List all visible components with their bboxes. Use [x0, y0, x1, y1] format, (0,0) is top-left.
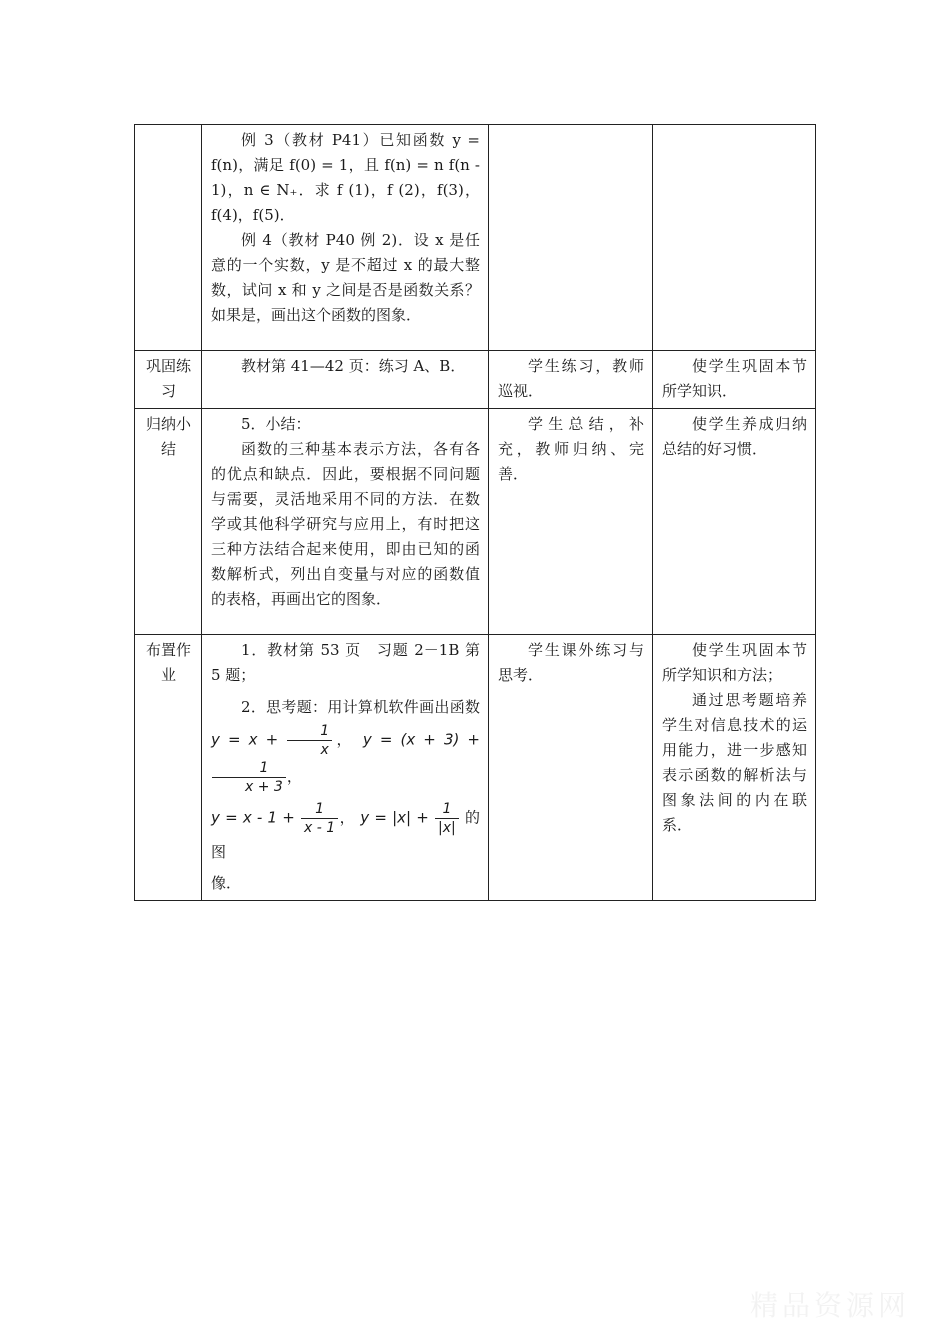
activity-cell — [489, 125, 653, 351]
purpose-text: 使学生养成归纳总结的好习惯． — [662, 415, 807, 458]
homework-item-1: 1．教材第 53 页 习题 2－1B 第 5 题； — [211, 641, 480, 684]
table-row — [135, 351, 816, 409]
row-label — [135, 125, 202, 351]
homework-item-2-text: 2．思考题：用计算机软件画出函数 — [241, 698, 480, 716]
formula-1-fraction: $\frac{1}{x}$ — [287, 722, 332, 759]
activity-cell — [489, 351, 653, 409]
purpose-text: 使学生巩固本节所学知识． — [662, 357, 807, 400]
content-cell — [202, 635, 489, 901]
table-row — [135, 635, 816, 901]
activity-cell — [489, 635, 653, 901]
formula-4-left: y = |x| + — [360, 808, 429, 827]
content-cell — [202, 125, 489, 351]
homework-item-2-end: 像． — [211, 874, 242, 892]
formula-1-left: y = x + — [211, 730, 279, 749]
homework-item-2: 2．思考题：用计算机软件画出函数 y = x + $\frac{1}{x}$ ， y = (x + 3) + $\frac{1}{x + 3}$ ， — [211, 698, 480, 795]
purpose-cell — [653, 409, 816, 635]
row-label: 巩固练习 — [135, 351, 202, 409]
table-row — [135, 125, 816, 351]
activity-text: 学生总结，补充，教师归纳、完善． — [498, 415, 644, 483]
row-label: 布置作业 — [135, 635, 202, 901]
purpose-cell — [653, 351, 816, 409]
formula-4-fraction: $\frac{1}{|x|}$ — [435, 800, 459, 837]
summary-text: 函数的三种基本表示方法，各有各的优点和缺点．因此，要根据不同问题与需要，灵活地采用不同的方法．在数学或其他科学研究与应用上，有时把这三种方法结合起来使用，即由已知的函数解析式，列出自变量与对应的函数值的表格，再画出它的图象． — [211, 440, 480, 608]
example-4-text: 例 4（教材 P40 例 2)．设 x 是任意的一个实数，y 是不超过 x 的最大整数，试问 x 和 y 之间是否是函数关系？如果是，画出这个函数的图象． — [211, 231, 480, 324]
purpose-cell — [653, 635, 816, 901]
activity-cell — [489, 409, 653, 635]
summary-heading: 5．小结： — [241, 415, 311, 433]
formula-3-fraction: $\frac{1}{x - 1}$ — [301, 800, 338, 837]
content-cell — [202, 409, 489, 635]
formula-3-left: y = x - 1 + — [211, 808, 295, 827]
example-3-text: 例 3（教材 P41）已知函数 y = f(n)，满足 f(0) = 1，且 f(n) = n f(n - 1)，n ∈ N₊．求 f (1)，f (2)，f(3)，f(4)，f(5)． — [211, 131, 480, 224]
purpose-text-1: 使学生巩固本节所学知识和方法； — [662, 641, 807, 684]
exercise-text: 教材第 41—42 页：练习 A、B． — [241, 357, 466, 375]
homework-formulas-2: y = x - 1 + $\frac{1}{x - 1}$ ， y = |x| + $\frac{1}{|x|}$ 的图 — [211, 801, 480, 861]
lesson-plan-table — [134, 124, 816, 901]
activity-text: 学生练习，教师巡视． — [498, 357, 644, 400]
purpose-cell — [653, 125, 816, 351]
activity-text: 学生课外练习与思考． — [498, 641, 644, 684]
homework-item-2-tail: 的图 — [211, 808, 480, 861]
watermark: 精品资源网 — [749, 1289, 910, 1322]
row-label: 归纳小结 — [135, 409, 202, 635]
formula-2-fraction: $\frac{1}{x + 3}$ — [212, 759, 286, 796]
purpose-text-2: 通过思考题培养学生对信息技术的运用能力，进一步感知表示函数的解析法与图象法间的内在联系． — [662, 691, 807, 834]
content-cell — [202, 351, 489, 409]
formula-2-left: y = (x + 3) + — [362, 730, 480, 749]
table-row — [135, 409, 816, 635]
